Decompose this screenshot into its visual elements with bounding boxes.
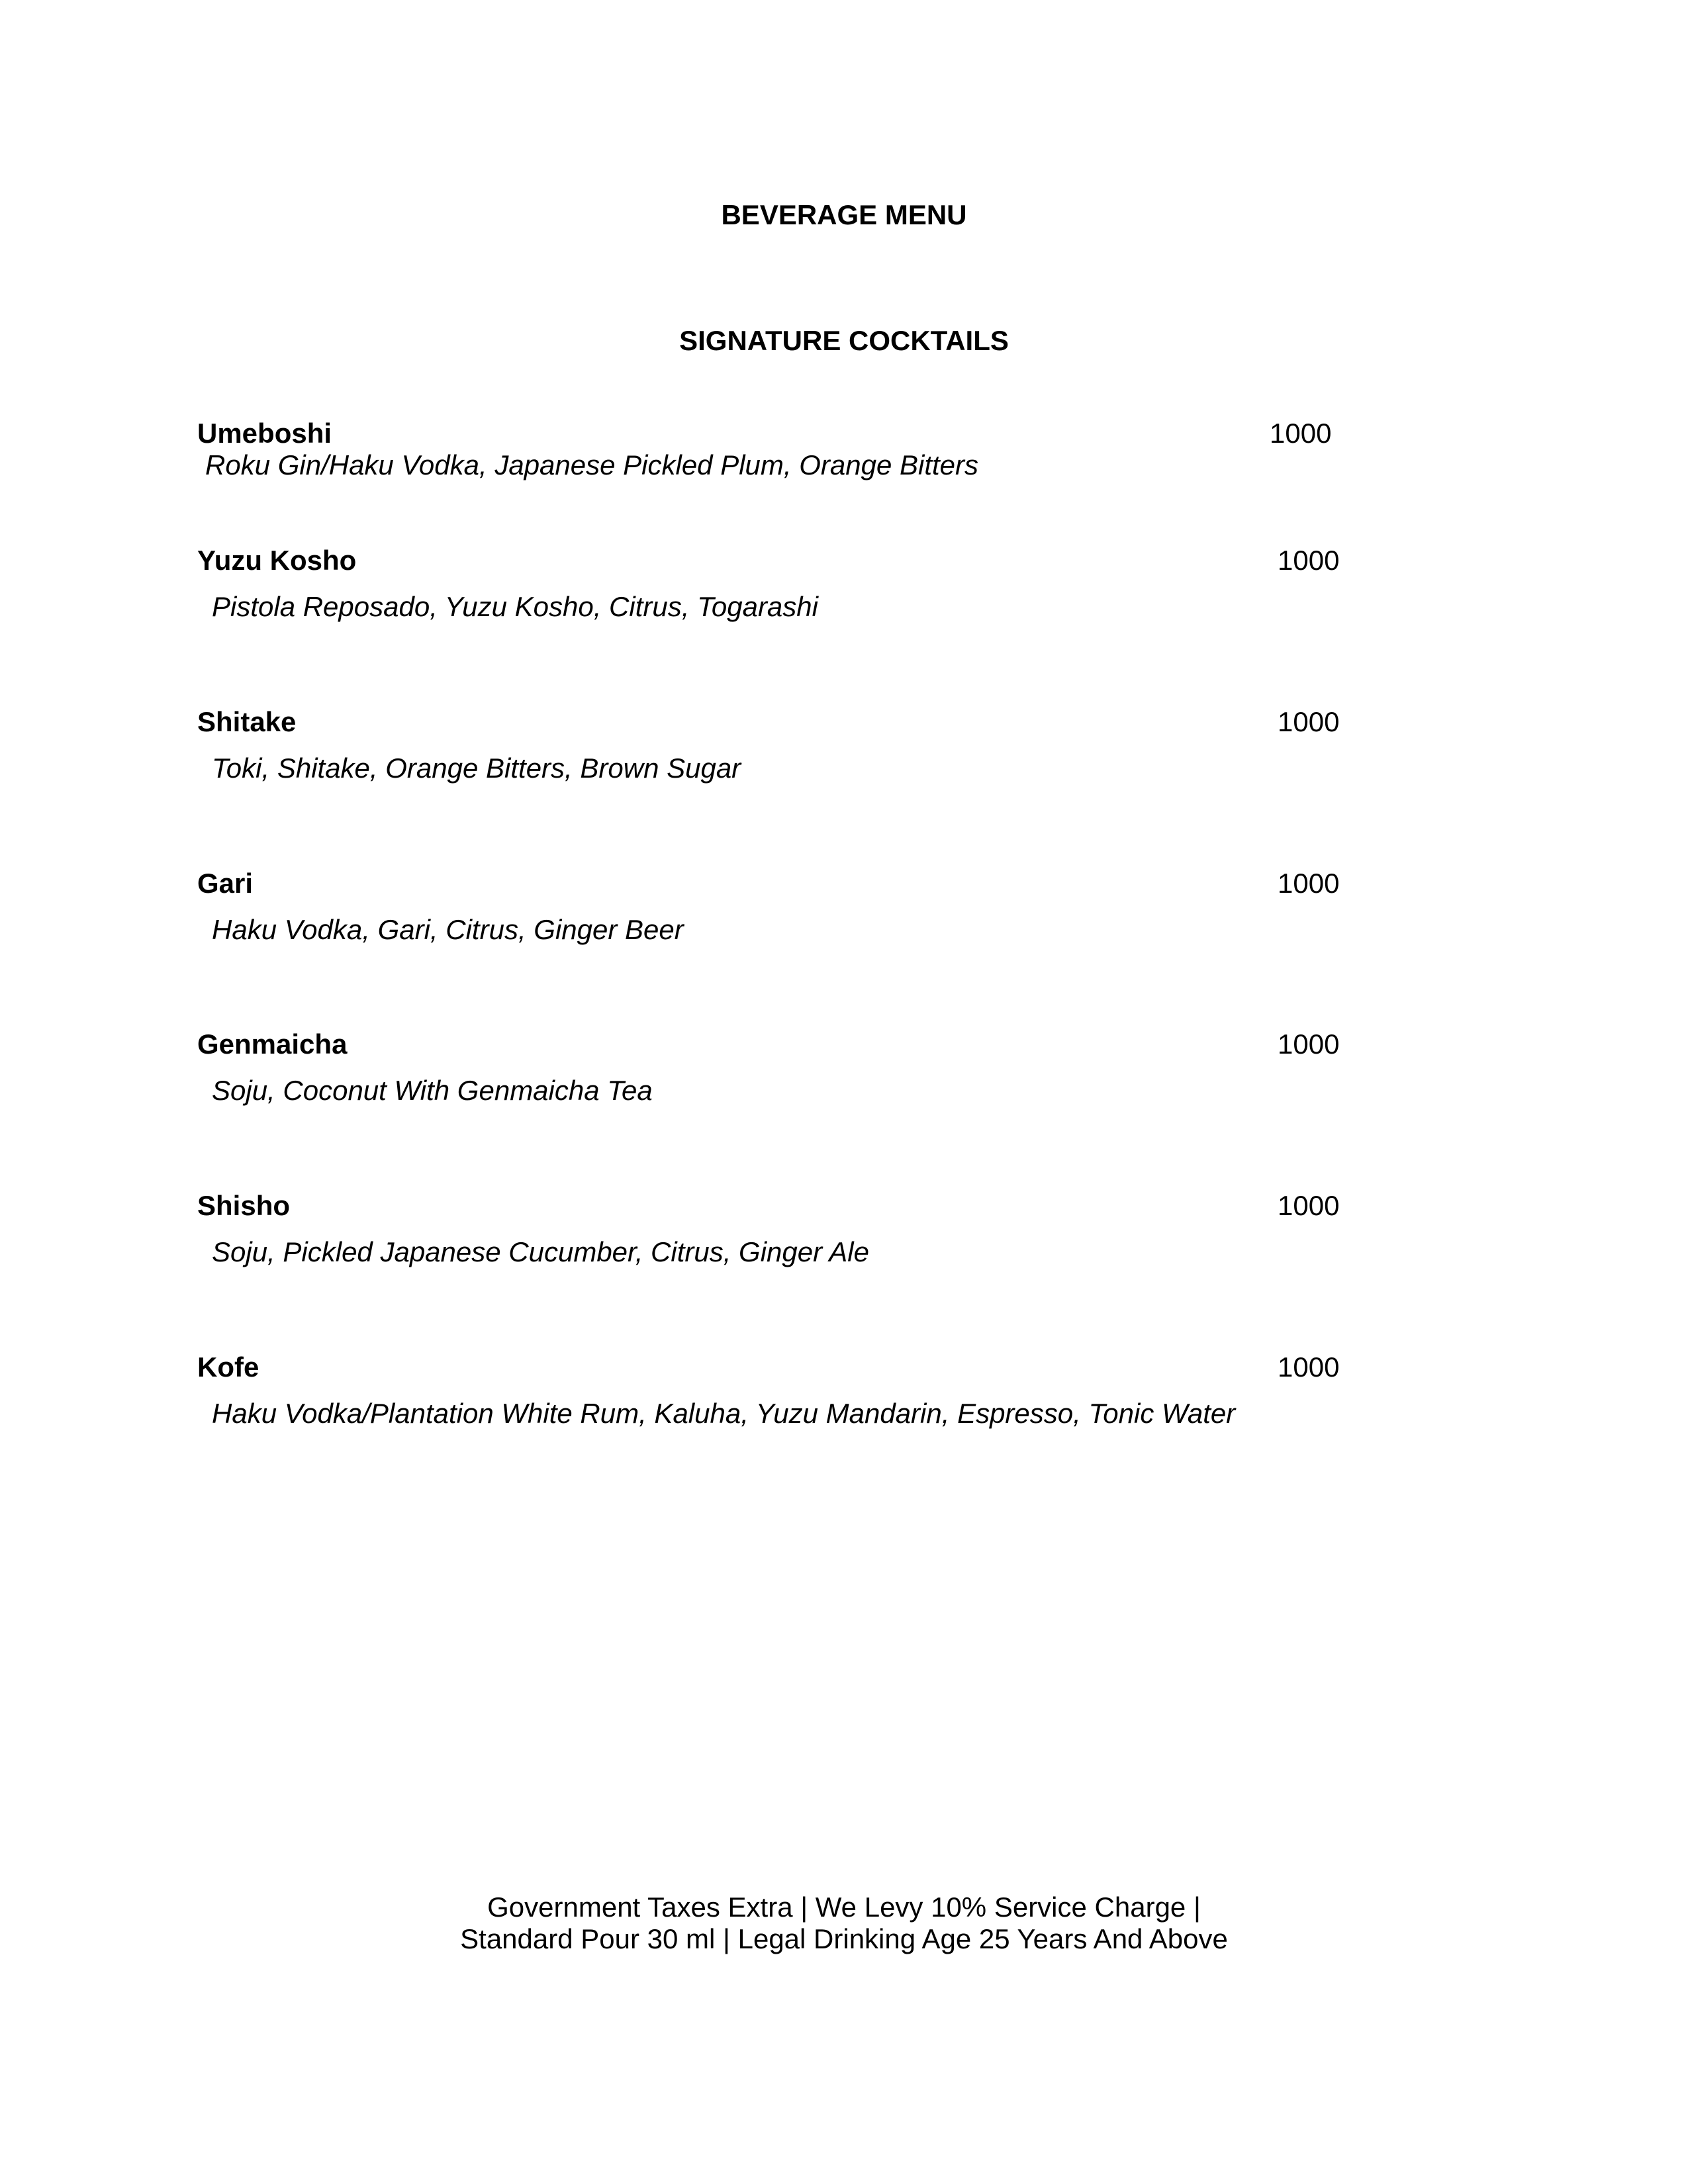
- item-name: Shitake: [197, 706, 297, 737]
- item-name: Yuzu Kosho: [197, 545, 357, 576]
- menu-item: [197, 705, 1389, 798]
- item-description: Toki, Shitake, Orange Bitters, Brown Sugar: [212, 752, 741, 784]
- menu-item: [197, 1028, 1389, 1120]
- item-name: Gari: [197, 868, 254, 899]
- menu-item: [197, 544, 1389, 637]
- item-price: 1000: [1278, 1351, 1340, 1383]
- item-description: Roku Gin/Haku Vodka, Japanese Pickled Plum, Orange Bitters: [205, 449, 979, 480]
- menu-item: [197, 1189, 1389, 1282]
- item-price: 1000: [1278, 1028, 1340, 1060]
- footer-notice: [0, 1891, 1688, 1955]
- item-name: Shisho: [197, 1190, 291, 1221]
- footer-line-2: Standard Pour 30 ml | Legal Drinking Age 25 Years And Above: [460, 1923, 1228, 1954]
- item-description: Pistola Reposado, Yuzu Kosho, Citrus, Togarashi: [212, 591, 818, 622]
- item-price: 1000: [1278, 545, 1340, 576]
- section-title: SIGNATURE COCKTAILS: [679, 325, 1009, 356]
- item-description: Soju, Coconut With Genmaicha Tea: [212, 1075, 653, 1106]
- menu-item: [197, 867, 1389, 960]
- item-description: Soju, Pickled Japanese Cucumber, Citrus, Ginger Ale: [212, 1236, 869, 1267]
- menu-item: [197, 1351, 1389, 1443]
- item-price: 1000: [1278, 1190, 1340, 1221]
- item-name: Umeboshi: [197, 418, 332, 449]
- item-name: Genmaicha: [197, 1028, 348, 1060]
- footer-line-1: Government Taxes Extra | We Levy 10% Service Charge |: [487, 1891, 1201, 1923]
- item-name: Kofe: [197, 1351, 259, 1383]
- item-description: Haku Vodka/Plantation White Rum, Kaluha, Yuzu Mandarin, Espresso, Tonic Water: [212, 1398, 1236, 1429]
- item-price: 1000: [1278, 868, 1340, 899]
- item-price: 1000: [1270, 418, 1332, 449]
- page-title: BEVERAGE MENU: [721, 199, 967, 230]
- item-price: 1000: [1278, 706, 1340, 737]
- menu-item: [197, 417, 1389, 510]
- item-description: Haku Vodka, Gari, Citrus, Ginger Beer: [212, 914, 684, 945]
